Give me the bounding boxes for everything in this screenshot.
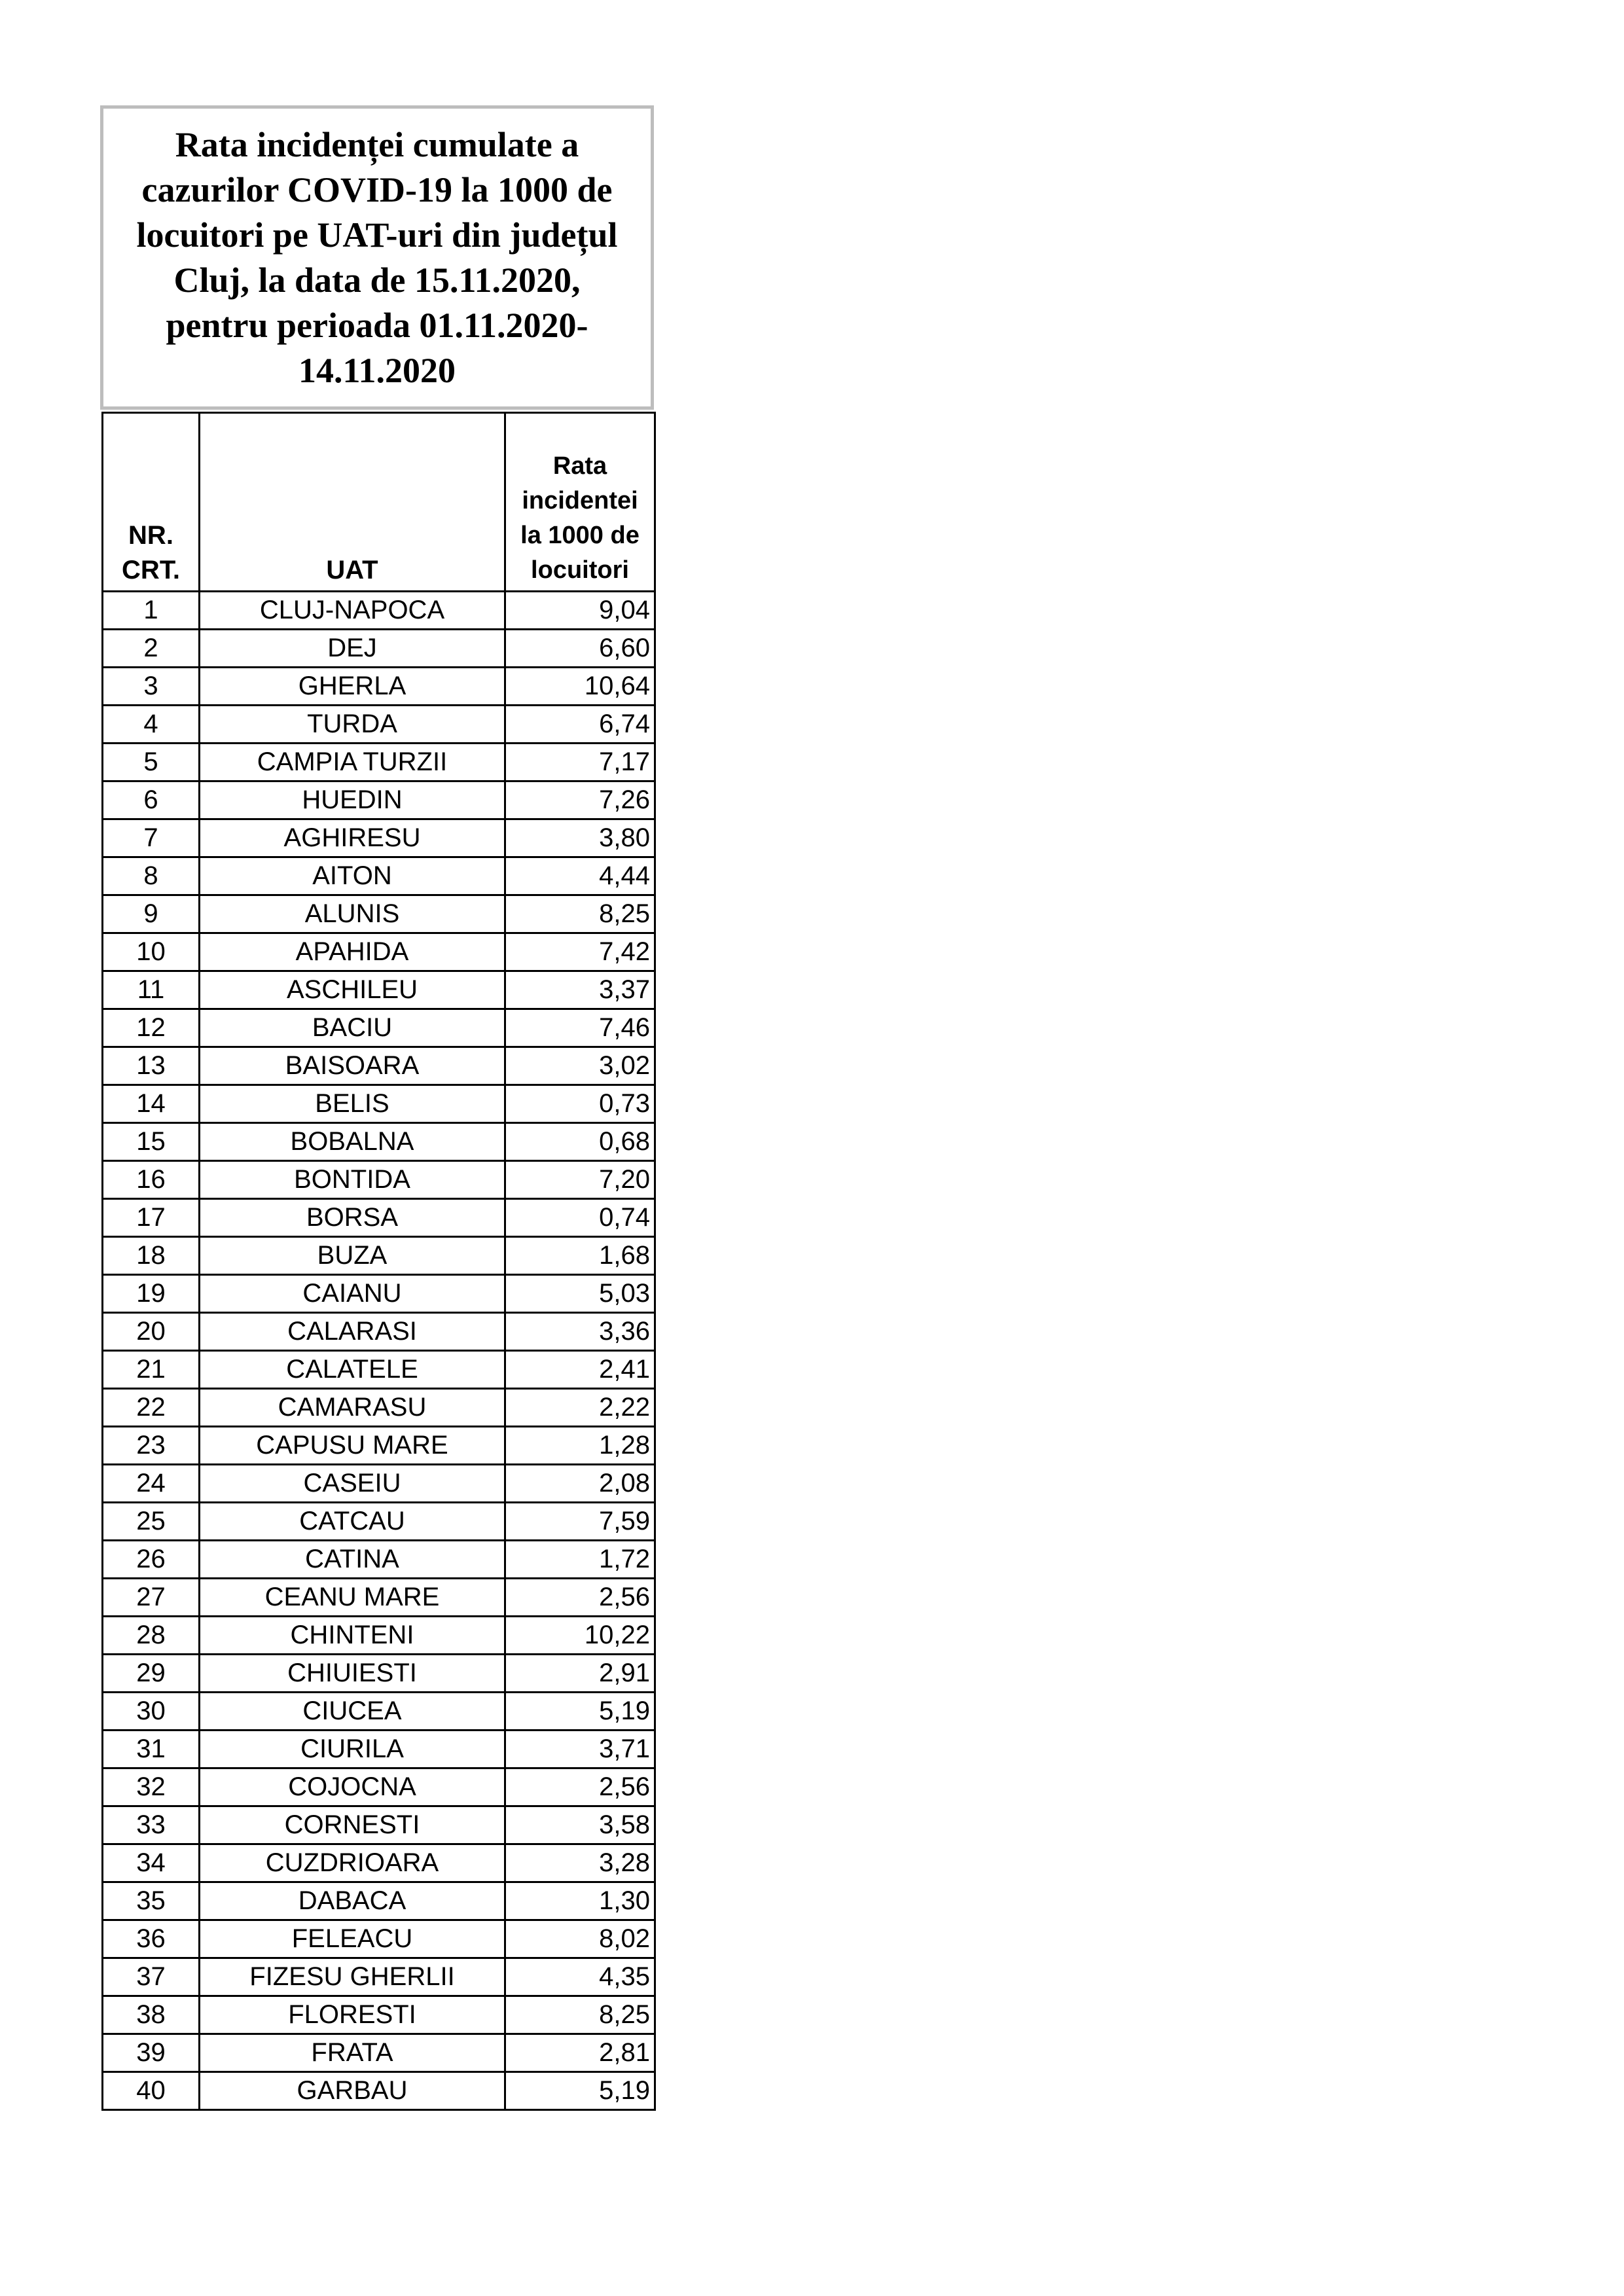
- row-incidence-rate: 6,74: [505, 706, 655, 744]
- row-nr-crt: 3: [103, 668, 200, 706]
- table-row: [103, 2034, 655, 2072]
- row-incidence-rate: 7,20: [505, 1161, 655, 1199]
- row-uat-name: CHIUIESTI: [200, 1655, 505, 1693]
- row-nr-crt: 16: [103, 1161, 200, 1199]
- row-uat-name: AGHIRESU: [200, 819, 505, 857]
- row-incidence-rate: 5,03: [505, 1275, 655, 1313]
- row-uat-name: APAHIDA: [200, 933, 505, 971]
- row-incidence-rate: 7,46: [505, 1009, 655, 1047]
- row-nr-crt: 14: [103, 1085, 200, 1123]
- row-uat-name: FRATA: [200, 2034, 505, 2072]
- row-uat-name: FLORESTI: [200, 1996, 505, 2034]
- row-nr-crt: 2: [103, 630, 200, 668]
- row-incidence-rate: 0,74: [505, 1199, 655, 1237]
- table-row: [103, 933, 655, 971]
- row-incidence-rate: 5,19: [505, 1693, 655, 1731]
- table-row: [103, 1465, 655, 1503]
- row-incidence-rate: 1,68: [505, 1237, 655, 1275]
- table-row: [103, 1920, 655, 1958]
- row-uat-name: BONTIDA: [200, 1161, 505, 1199]
- row-incidence-rate: 3,80: [505, 819, 655, 857]
- row-nr-crt: 39: [103, 2034, 200, 2072]
- row-uat-name: CORNESTI: [200, 1806, 505, 1844]
- table-row: [103, 1085, 655, 1123]
- row-incidence-rate: 2,41: [505, 1351, 655, 1389]
- row-nr-crt: 7: [103, 819, 200, 857]
- row-nr-crt: 40: [103, 2072, 200, 2110]
- row-nr-crt: 21: [103, 1351, 200, 1389]
- row-nr-crt: 4: [103, 706, 200, 744]
- table-row: [103, 1275, 655, 1313]
- row-incidence-rate: 3,36: [505, 1313, 655, 1351]
- row-incidence-rate: 8,25: [505, 1996, 655, 2034]
- table-row: [103, 706, 655, 744]
- row-uat-name: GARBAU: [200, 2072, 505, 2110]
- row-nr-crt: 27: [103, 1579, 200, 1617]
- row-uat-name: CEANU MARE: [200, 1579, 505, 1617]
- row-incidence-rate: 2,56: [505, 1579, 655, 1617]
- row-incidence-rate: 2,08: [505, 1465, 655, 1503]
- table-row: [103, 1541, 655, 1579]
- row-nr-crt: 1: [103, 592, 200, 630]
- row-uat-name: CALATELE: [200, 1351, 505, 1389]
- header-uat: UAT: [200, 413, 505, 592]
- table-row: [103, 971, 655, 1009]
- row-uat-name: COJOCNA: [200, 1768, 505, 1806]
- row-uat-name: CALARASI: [200, 1313, 505, 1351]
- table-row: [103, 1579, 655, 1617]
- row-incidence-rate: 7,59: [505, 1503, 655, 1541]
- row-nr-crt: 19: [103, 1275, 200, 1313]
- row-nr-crt: 20: [103, 1313, 200, 1351]
- row-uat-name: CUZDRIOARA: [200, 1844, 505, 1882]
- table-row: [103, 1806, 655, 1844]
- table-row: [103, 1389, 655, 1427]
- row-incidence-rate: 2,22: [505, 1389, 655, 1427]
- row-nr-crt: 12: [103, 1009, 200, 1047]
- table-row: [103, 1313, 655, 1351]
- row-uat-name: CAPUSU MARE: [200, 1427, 505, 1465]
- title-line: Rata incidenței cumulate a: [175, 124, 579, 164]
- row-uat-name: DABACA: [200, 1882, 505, 1920]
- table-row: [103, 1123, 655, 1161]
- table-row: [103, 857, 655, 895]
- row-incidence-rate: 10,64: [505, 668, 655, 706]
- row-uat-name: CHINTENI: [200, 1617, 505, 1655]
- row-nr-crt: 34: [103, 1844, 200, 1882]
- row-nr-crt: 6: [103, 781, 200, 819]
- title-line: pentru perioada 01.11.2020-: [166, 305, 588, 345]
- row-uat-name: GHERLA: [200, 668, 505, 706]
- row-incidence-rate: 0,68: [505, 1123, 655, 1161]
- row-nr-crt: 35: [103, 1882, 200, 1920]
- row-incidence-rate: 3,71: [505, 1731, 655, 1768]
- row-uat-name: CATCAU: [200, 1503, 505, 1541]
- row-nr-crt: 22: [103, 1389, 200, 1427]
- row-incidence-rate: 3,28: [505, 1844, 655, 1882]
- table-row: [103, 819, 655, 857]
- row-nr-crt: 38: [103, 1996, 200, 2034]
- row-incidence-rate: 3,02: [505, 1047, 655, 1085]
- row-nr-crt: 15: [103, 1123, 200, 1161]
- table-row: [103, 1199, 655, 1237]
- row-uat-name: BORSA: [200, 1199, 505, 1237]
- table-row: [103, 1503, 655, 1541]
- row-incidence-rate: 2,81: [505, 2034, 655, 2072]
- row-uat-name: CAMPIA TURZII: [200, 744, 505, 781]
- row-nr-crt: 18: [103, 1237, 200, 1275]
- row-nr-crt: 24: [103, 1465, 200, 1503]
- row-uat-name: DEJ: [200, 630, 505, 668]
- table-row: [103, 1237, 655, 1275]
- row-nr-crt: 29: [103, 1655, 200, 1693]
- row-uat-name: HUEDIN: [200, 781, 505, 819]
- row-uat-name: CIUCEA: [200, 1693, 505, 1731]
- row-incidence-rate: 7,42: [505, 933, 655, 971]
- row-nr-crt: 8: [103, 857, 200, 895]
- row-nr-crt: 30: [103, 1693, 200, 1731]
- row-incidence-rate: 2,91: [505, 1655, 655, 1693]
- row-uat-name: CATINA: [200, 1541, 505, 1579]
- row-nr-crt: 5: [103, 744, 200, 781]
- table-row: [103, 630, 655, 668]
- table-row: [103, 1351, 655, 1389]
- table-row: [103, 895, 655, 933]
- row-incidence-rate: 10,22: [505, 1617, 655, 1655]
- row-nr-crt: 32: [103, 1768, 200, 1806]
- title-text: [136, 122, 617, 393]
- header-nr-crt: NR. CRT.: [103, 413, 200, 592]
- title-line: cazurilor COVID-19 la 1000 de: [141, 170, 613, 209]
- row-uat-name: FIZESU GHERLII: [200, 1958, 505, 1996]
- row-uat-name: BELIS: [200, 1085, 505, 1123]
- row-nr-crt: 26: [103, 1541, 200, 1579]
- title-line: Cluj, la data de 15.11.2020,: [173, 260, 581, 300]
- row-incidence-rate: 2,56: [505, 1768, 655, 1806]
- document-title: [100, 105, 654, 410]
- row-nr-crt: 11: [103, 971, 200, 1009]
- row-uat-name: FELEACU: [200, 1920, 505, 1958]
- row-uat-name: CAMARASU: [200, 1389, 505, 1427]
- table-row: [103, 1655, 655, 1693]
- row-incidence-rate: 0,73: [505, 1085, 655, 1123]
- row-uat-name: CASEIU: [200, 1465, 505, 1503]
- row-incidence-rate: 8,25: [505, 895, 655, 933]
- table-row: [103, 1047, 655, 1085]
- row-uat-name: CIURILA: [200, 1731, 505, 1768]
- header-rate: Rata incidentei la 1000 de locuitori: [505, 413, 655, 592]
- table-row: [103, 592, 655, 630]
- row-nr-crt: 23: [103, 1427, 200, 1465]
- table-row: [103, 781, 655, 819]
- row-incidence-rate: 3,58: [505, 1806, 655, 1844]
- table-row: [103, 1768, 655, 1806]
- table-row: [103, 1693, 655, 1731]
- table-row: [103, 1844, 655, 1882]
- row-nr-crt: 33: [103, 1806, 200, 1844]
- row-uat-name: CLUJ-NAPOCA: [200, 592, 505, 630]
- row-uat-name: ASCHILEU: [200, 971, 505, 1009]
- table-row: [103, 2072, 655, 2110]
- row-incidence-rate: 1,28: [505, 1427, 655, 1465]
- row-nr-crt: 31: [103, 1731, 200, 1768]
- row-incidence-rate: 6,60: [505, 630, 655, 668]
- table-row: [103, 1009, 655, 1047]
- row-incidence-rate: 7,17: [505, 744, 655, 781]
- row-nr-crt: 37: [103, 1958, 200, 1996]
- incidence-table: [101, 412, 656, 2111]
- row-incidence-rate: 4,35: [505, 1958, 655, 1996]
- table-row: [103, 1958, 655, 1996]
- row-nr-crt: 28: [103, 1617, 200, 1655]
- table-row: [103, 1161, 655, 1199]
- table-row: [103, 1617, 655, 1655]
- row-uat-name: CAIANU: [200, 1275, 505, 1313]
- row-incidence-rate: 7,26: [505, 781, 655, 819]
- row-nr-crt: 36: [103, 1920, 200, 1958]
- row-incidence-rate: 1,30: [505, 1882, 655, 1920]
- row-nr-crt: 9: [103, 895, 200, 933]
- row-uat-name: BACIU: [200, 1009, 505, 1047]
- table-row: [103, 668, 655, 706]
- row-incidence-rate: 4,44: [505, 857, 655, 895]
- row-nr-crt: 13: [103, 1047, 200, 1085]
- table-row: [103, 1996, 655, 2034]
- row-uat-name: ALUNIS: [200, 895, 505, 933]
- row-uat-name: AITON: [200, 857, 505, 895]
- row-nr-crt: 17: [103, 1199, 200, 1237]
- row-uat-name: BUZA: [200, 1237, 505, 1275]
- table-row: [103, 1427, 655, 1465]
- row-incidence-rate: 8,02: [505, 1920, 655, 1958]
- row-incidence-rate: 3,37: [505, 971, 655, 1009]
- table-row: [103, 744, 655, 781]
- title-line: locuitori pe UAT-uri din județul: [136, 215, 618, 255]
- table-row: [103, 1882, 655, 1920]
- row-nr-crt: 25: [103, 1503, 200, 1541]
- row-uat-name: BOBALNA: [200, 1123, 505, 1161]
- row-nr-crt: 10: [103, 933, 200, 971]
- table-header-row: [103, 413, 655, 592]
- row-uat-name: TURDA: [200, 706, 505, 744]
- title-line: 14.11.2020: [298, 350, 456, 390]
- row-incidence-rate: 1,72: [505, 1541, 655, 1579]
- row-uat-name: BAISOARA: [200, 1047, 505, 1085]
- table-row: [103, 1731, 655, 1768]
- table-body: [103, 592, 655, 2110]
- row-incidence-rate: 5,19: [505, 2072, 655, 2110]
- row-incidence-rate: 9,04: [505, 592, 655, 630]
